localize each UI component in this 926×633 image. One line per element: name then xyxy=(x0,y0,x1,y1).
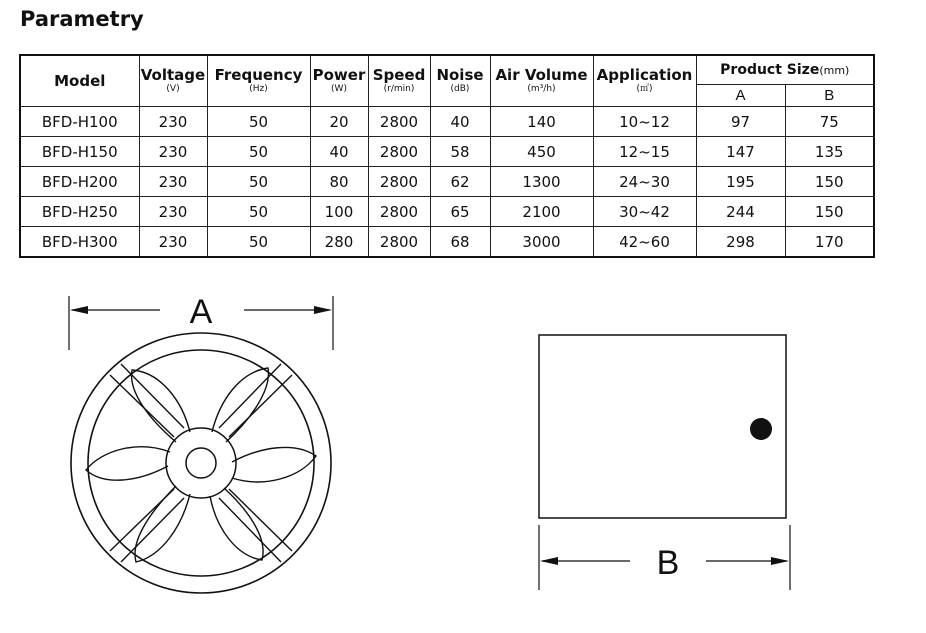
cell-noise: 65 xyxy=(430,197,490,227)
cell-voltage: 230 xyxy=(139,107,207,137)
cell-application: 42~60 xyxy=(593,227,696,258)
cell-model: BFD-H300 xyxy=(20,227,139,258)
cell-size-b: 150 xyxy=(785,167,874,197)
header-product-size: Product Size(mm) xyxy=(696,55,874,85)
cell-noise: 62 xyxy=(430,167,490,197)
cell-size-a: 298 xyxy=(696,227,785,258)
cell-voltage: 230 xyxy=(139,227,207,258)
cell-model: BFD-H250 xyxy=(20,197,139,227)
cell-frequency: 50 xyxy=(207,167,310,197)
cell-power: 20 xyxy=(310,107,368,137)
cell-frequency: 50 xyxy=(207,137,310,167)
header-air-volume: Air Volume (m³/h) xyxy=(490,55,593,107)
cell-air-volume: 3000 xyxy=(490,227,593,258)
header-size-b: B xyxy=(785,85,874,107)
header-size-a: A xyxy=(696,85,785,107)
cell-noise: 68 xyxy=(430,227,490,258)
cell-size-a: 147 xyxy=(696,137,785,167)
cell-frequency: 50 xyxy=(207,107,310,137)
header-application: Application (㎡) xyxy=(593,55,696,107)
header-frequency: Frequency (Hz) xyxy=(207,55,310,107)
cell-speed: 2800 xyxy=(368,137,430,167)
cell-air-volume: 450 xyxy=(490,137,593,167)
cell-size-a: 195 xyxy=(696,167,785,197)
cell-noise: 58 xyxy=(430,137,490,167)
cell-size-a: 244 xyxy=(696,197,785,227)
cell-model: BFD-H100 xyxy=(20,107,139,137)
header-noise: Noise (dB) xyxy=(430,55,490,107)
cell-air-volume: 2100 xyxy=(490,197,593,227)
cell-application: 10~12 xyxy=(593,107,696,137)
header-voltage: Voltage (V) xyxy=(139,55,207,107)
cell-speed: 2800 xyxy=(368,227,430,258)
cell-air-volume: 140 xyxy=(490,107,593,137)
cell-size-b: 170 xyxy=(785,227,874,258)
cell-speed: 2800 xyxy=(368,167,430,197)
cell-power: 100 xyxy=(310,197,368,227)
cell-speed: 2800 xyxy=(368,197,430,227)
dimension-label-a: A xyxy=(189,293,213,331)
cell-model: BFD-H150 xyxy=(20,137,139,167)
cell-application: 24~30 xyxy=(593,167,696,197)
cell-frequency: 50 xyxy=(207,227,310,258)
cell-size-b: 75 xyxy=(785,107,874,137)
page-title: Parametry xyxy=(20,7,144,31)
cell-size-a: 97 xyxy=(696,107,785,137)
cell-application: 30~42 xyxy=(593,197,696,227)
cell-power: 280 xyxy=(310,227,368,258)
cell-voltage: 230 xyxy=(139,137,207,167)
cell-air-volume: 1300 xyxy=(490,167,593,197)
cell-power: 80 xyxy=(310,167,368,197)
cell-model: BFD-H200 xyxy=(20,167,139,197)
cell-application: 12~15 xyxy=(593,137,696,167)
dimension-label-b: B xyxy=(656,544,680,582)
cell-noise: 40 xyxy=(430,107,490,137)
cell-voltage: 230 xyxy=(139,197,207,227)
header-power: Power (W) xyxy=(310,55,368,107)
mount-hole-icon xyxy=(750,418,772,440)
cell-power: 40 xyxy=(310,137,368,167)
fan-front-view xyxy=(69,296,333,593)
header-model: Model xyxy=(20,55,139,107)
cell-frequency: 50 xyxy=(207,197,310,227)
cell-voltage: 230 xyxy=(139,167,207,197)
header-speed: Speed (r/min) xyxy=(368,55,430,107)
cell-size-b: 135 xyxy=(785,137,874,167)
cell-size-b: 150 xyxy=(785,197,874,227)
cell-speed: 2800 xyxy=(368,107,430,137)
